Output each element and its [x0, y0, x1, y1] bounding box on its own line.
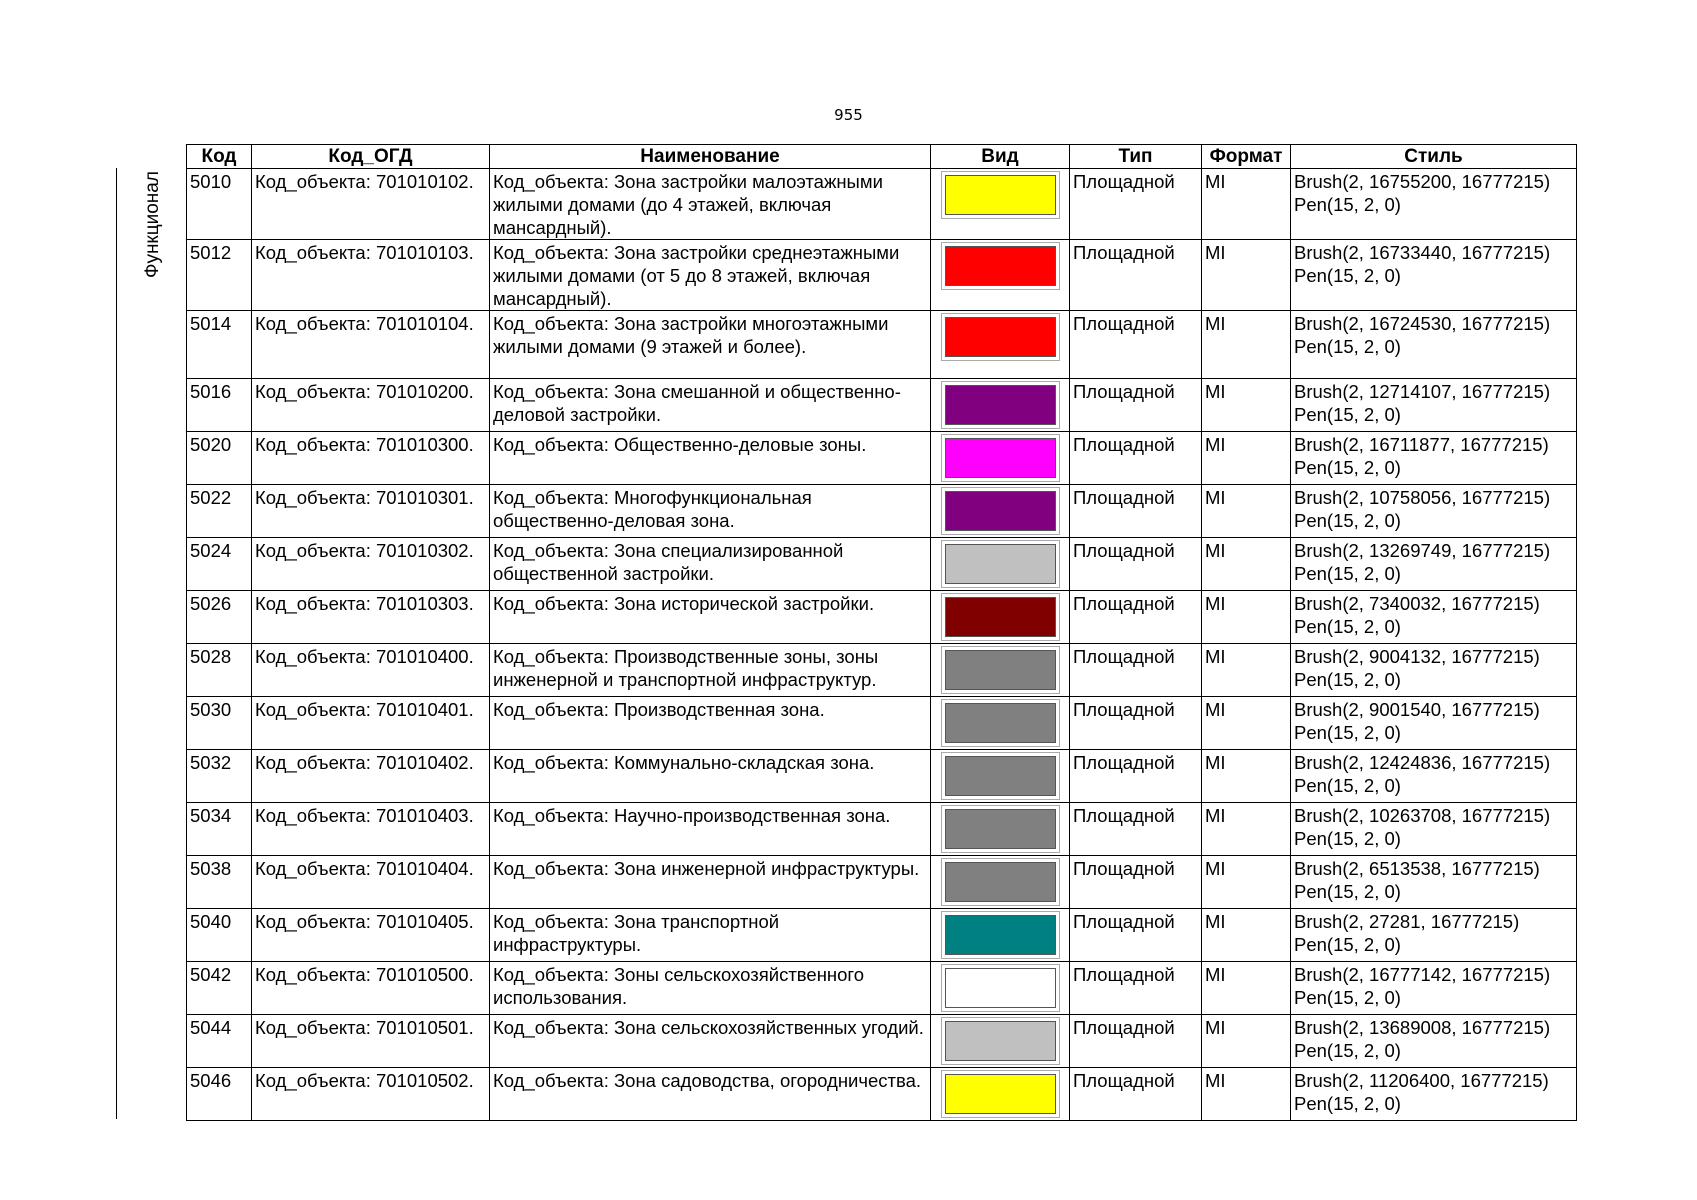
- cell-name: Код_объекта: Зона специализированной общественной застройки.: [490, 538, 931, 591]
- color-swatch: [945, 1074, 1056, 1114]
- cell-view: [931, 240, 1070, 311]
- cell-name: Код_объекта: Зоны сельскохозяйственного использования.: [490, 962, 931, 1015]
- cell-type: Площадной: [1070, 750, 1202, 803]
- cell-code: 5034: [187, 803, 252, 856]
- table-row: [187, 856, 1577, 909]
- cell-format: MI: [1202, 311, 1291, 379]
- cell-code: 5030: [187, 697, 252, 750]
- cell-ogd-code: Код_объекта: 701010403.: [252, 803, 490, 856]
- table-row: [187, 1015, 1577, 1068]
- cell-type: Площадной: [1070, 432, 1202, 485]
- cell-style: [1291, 697, 1577, 750]
- table-body: [187, 169, 1577, 1121]
- cell-type: Площадной: [1070, 379, 1202, 432]
- cell-ogd-code: Код_объекта: 701010500.: [252, 962, 490, 1015]
- cell-ogd-code: Код_объекта: 701010102.: [252, 169, 490, 240]
- cell-view: [931, 1068, 1070, 1121]
- style-brush: Brush(2, 13689008, 16777215): [1294, 1017, 1551, 1038]
- table-row: [187, 644, 1577, 697]
- cell-ogd-code: Код_объекта: 701010404.: [252, 856, 490, 909]
- cell-format: MI: [1202, 962, 1291, 1015]
- style-brush: Brush(2, 10758056, 16777215): [1294, 487, 1551, 508]
- style-brush: Brush(2, 16777142, 16777215): [1294, 964, 1551, 985]
- cell-format: MI: [1202, 169, 1291, 240]
- cell-name: Код_объекта: Зона застройки малоэтажными жилыми домами (до 4 этажей, включая мансардный).: [490, 169, 931, 240]
- style-pen: Pen(15, 2, 0): [1294, 510, 1401, 531]
- cell-style: [1291, 591, 1577, 644]
- cell-name: Код_объекта: Общественно-деловые зоны.: [490, 432, 931, 485]
- color-swatch: [945, 246, 1056, 286]
- cell-format: MI: [1202, 379, 1291, 432]
- cell-format: MI: [1202, 909, 1291, 962]
- cell-type: Площадной: [1070, 591, 1202, 644]
- cell-name: Код_объекта: Зона застройки среднеэтажными жилыми домами (от 5 до 8 этажей, включая мансардный).: [490, 240, 931, 311]
- style-brush: Brush(2, 16755200, 16777215): [1294, 171, 1551, 192]
- style-brush: Brush(2, 16724530, 16777215): [1294, 313, 1551, 334]
- color-swatch: [945, 862, 1056, 902]
- cell-format: MI: [1202, 240, 1291, 311]
- cell-ogd-code: Код_объекта: 701010400.: [252, 644, 490, 697]
- cell-ogd-code: Код_объекта: 701010303.: [252, 591, 490, 644]
- cell-type: Площадной: [1070, 1068, 1202, 1121]
- cell-style: [1291, 644, 1577, 697]
- table-header-row: [187, 145, 1577, 169]
- cell-format: MI: [1202, 644, 1291, 697]
- cell-type: Площадной: [1070, 644, 1202, 697]
- cell-ogd-code: Код_объекта: 701010405.: [252, 909, 490, 962]
- table-row: [187, 750, 1577, 803]
- cell-view: [931, 311, 1070, 379]
- cell-type: Площадной: [1070, 962, 1202, 1015]
- table-row: [187, 697, 1577, 750]
- style-pen: Pen(15, 2, 0): [1294, 265, 1401, 286]
- style-pen: Pen(15, 2, 0): [1294, 194, 1401, 215]
- table-row: [187, 169, 1577, 240]
- style-brush: Brush(2, 6513538, 16777215): [1294, 858, 1540, 879]
- header-format: Формат: [1202, 145, 1291, 169]
- color-swatch: [945, 385, 1056, 425]
- cell-type: Площадной: [1070, 538, 1202, 591]
- color-swatch: [945, 703, 1056, 743]
- color-swatch: [945, 175, 1056, 215]
- cell-style: [1291, 909, 1577, 962]
- cell-ogd-code: Код_объекта: 701010401.: [252, 697, 490, 750]
- cell-code: 5014: [187, 311, 252, 379]
- cell-code: 5028: [187, 644, 252, 697]
- color-swatch: [945, 1021, 1056, 1061]
- table-row: [187, 432, 1577, 485]
- cell-view: [931, 856, 1070, 909]
- legend-table: [186, 144, 1577, 1121]
- cell-view: [931, 644, 1070, 697]
- table-row: [187, 379, 1577, 432]
- cell-code: 5020: [187, 432, 252, 485]
- cell-view: [931, 1015, 1070, 1068]
- header-view: Вид: [931, 145, 1070, 169]
- table-row: [187, 909, 1577, 962]
- table-row: [187, 1068, 1577, 1121]
- cell-type: Площадной: [1070, 485, 1202, 538]
- cell-style: [1291, 311, 1577, 379]
- style-pen: Pen(15, 2, 0): [1294, 616, 1401, 637]
- style-pen: Pen(15, 2, 0): [1294, 775, 1401, 796]
- color-swatch: [945, 915, 1056, 955]
- style-pen: Pen(15, 2, 0): [1294, 722, 1401, 743]
- cell-name: Код_объекта: Зона смешанной и общественно-деловой застройки.: [490, 379, 931, 432]
- header-ogd-code: Код_ОГД: [252, 145, 490, 169]
- cell-type: Площадной: [1070, 311, 1202, 379]
- style-pen: Pen(15, 2, 0): [1294, 457, 1401, 478]
- cell-view: [931, 909, 1070, 962]
- cell-format: MI: [1202, 485, 1291, 538]
- style-pen: Pen(15, 2, 0): [1294, 336, 1401, 357]
- cell-ogd-code: Код_объекта: 701010103.: [252, 240, 490, 311]
- cell-code: 5012: [187, 240, 252, 311]
- cell-code: 5010: [187, 169, 252, 240]
- cell-name: Код_объекта: Коммунально-складская зона.: [490, 750, 931, 803]
- color-swatch: [945, 544, 1056, 584]
- cell-format: MI: [1202, 750, 1291, 803]
- table-row: [187, 311, 1577, 379]
- cell-style: [1291, 379, 1577, 432]
- cell-code: 5022: [187, 485, 252, 538]
- cell-format: MI: [1202, 538, 1291, 591]
- cell-view: [931, 803, 1070, 856]
- cell-code: 5042: [187, 962, 252, 1015]
- cell-view: [931, 697, 1070, 750]
- cell-format: MI: [1202, 856, 1291, 909]
- cell-style: [1291, 750, 1577, 803]
- cell-type: Площадной: [1070, 169, 1202, 240]
- style-pen: Pen(15, 2, 0): [1294, 828, 1401, 849]
- cell-format: MI: [1202, 697, 1291, 750]
- style-brush: Brush(2, 13269749, 16777215): [1294, 540, 1551, 561]
- cell-view: [931, 962, 1070, 1015]
- color-swatch: [945, 809, 1056, 849]
- cell-code: 5046: [187, 1068, 252, 1121]
- cell-ogd-code: Код_объекта: 701010104.: [252, 311, 490, 379]
- style-pen: Pen(15, 2, 0): [1294, 563, 1401, 584]
- cell-type: Площадной: [1070, 240, 1202, 311]
- cell-type: Площадной: [1070, 1015, 1202, 1068]
- cell-format: MI: [1202, 1015, 1291, 1068]
- style-pen: Pen(15, 2, 0): [1294, 1093, 1401, 1114]
- cell-view: [931, 379, 1070, 432]
- page-number: 955: [834, 106, 863, 124]
- style-brush: Brush(2, 9004132, 16777215): [1294, 646, 1540, 667]
- cell-style: [1291, 962, 1577, 1015]
- cell-code: 5040: [187, 909, 252, 962]
- cell-ogd-code: Код_объекта: 701010502.: [252, 1068, 490, 1121]
- cell-view: [931, 538, 1070, 591]
- style-brush: Brush(2, 12714107, 16777215): [1294, 381, 1551, 402]
- cell-style: [1291, 240, 1577, 311]
- table-row: [187, 803, 1577, 856]
- side-section-label: Функционал: [142, 171, 163, 278]
- cell-type: Площадной: [1070, 803, 1202, 856]
- color-swatch: [945, 650, 1056, 690]
- style-brush: Brush(2, 11206400, 16777215): [1294, 1070, 1549, 1091]
- cell-ogd-code: Код_объекта: 701010402.: [252, 750, 490, 803]
- style-brush: Brush(2, 27281, 16777215): [1294, 911, 1520, 932]
- cell-type: Площадной: [1070, 697, 1202, 750]
- cell-name: Код_объекта: Зона инженерной инфраструктуры.: [490, 856, 931, 909]
- cell-name: Код_объекта: Зона транспортной инфраструктуры.: [490, 909, 931, 962]
- cell-ogd-code: Код_объекта: 701010501.: [252, 1015, 490, 1068]
- style-brush: Brush(2, 9001540, 16777215): [1294, 699, 1540, 720]
- cell-style: [1291, 169, 1577, 240]
- table-row: [187, 538, 1577, 591]
- cell-view: [931, 750, 1070, 803]
- cell-code: 5016: [187, 379, 252, 432]
- color-swatch: [945, 317, 1056, 357]
- cell-style: [1291, 803, 1577, 856]
- header-style: Стиль: [1291, 145, 1577, 169]
- cell-code: 5026: [187, 591, 252, 644]
- style-pen: Pen(15, 2, 0): [1294, 881, 1401, 902]
- header-code: Код: [187, 145, 252, 169]
- color-swatch: [945, 491, 1056, 531]
- cell-name: Код_объекта: Зона сельскохозяйственных угодий.: [490, 1015, 931, 1068]
- style-brush: Brush(2, 7340032, 16777215): [1294, 593, 1540, 614]
- cell-type: Площадной: [1070, 856, 1202, 909]
- color-swatch: [945, 438, 1056, 478]
- cell-format: MI: [1202, 1068, 1291, 1121]
- table-row: [187, 485, 1577, 538]
- cell-ogd-code: Код_объекта: 701010301.: [252, 485, 490, 538]
- color-swatch: [945, 968, 1056, 1008]
- color-swatch: [945, 597, 1056, 637]
- cell-name: Код_объекта: Производственные зоны, зоны инженерной и транспортной инфраструктур.: [490, 644, 931, 697]
- cell-code: 5024: [187, 538, 252, 591]
- style-pen: Pen(15, 2, 0): [1294, 404, 1401, 425]
- cell-code: 5044: [187, 1015, 252, 1068]
- cell-view: [931, 169, 1070, 240]
- style-brush: Brush(2, 10263708, 16777215): [1294, 805, 1551, 826]
- cell-view: [931, 432, 1070, 485]
- cell-name: Код_объекта: Многофункциональная общественно-деловая зона.: [490, 485, 931, 538]
- cell-code: 5032: [187, 750, 252, 803]
- style-pen: Pen(15, 2, 0): [1294, 987, 1401, 1008]
- style-brush: Brush(2, 16711877, 16777215): [1294, 434, 1549, 455]
- cell-style: [1291, 538, 1577, 591]
- cell-view: [931, 485, 1070, 538]
- cell-view: [931, 591, 1070, 644]
- cell-ogd-code: Код_объекта: 701010300.: [252, 432, 490, 485]
- table-row: [187, 962, 1577, 1015]
- cell-style: [1291, 485, 1577, 538]
- cell-ogd-code: Код_объекта: 701010200.: [252, 379, 490, 432]
- cell-format: MI: [1202, 591, 1291, 644]
- cell-name: Код_объекта: Зона застройки многоэтажными жилыми домами (9 этажей и более).: [490, 311, 931, 379]
- cell-style: [1291, 1068, 1577, 1121]
- style-pen: Pen(15, 2, 0): [1294, 934, 1401, 955]
- style-brush: Brush(2, 12424836, 16777215): [1294, 752, 1551, 773]
- cell-format: MI: [1202, 432, 1291, 485]
- header-type: Тип: [1070, 145, 1202, 169]
- cell-style: [1291, 1015, 1577, 1068]
- header-name: Наименование: [490, 145, 931, 169]
- cell-format: MI: [1202, 803, 1291, 856]
- style-brush: Brush(2, 16733440, 16777215): [1294, 242, 1551, 263]
- cell-ogd-code: Код_объекта: 701010302.: [252, 538, 490, 591]
- cell-name: Код_объекта: Производственная зона.: [490, 697, 931, 750]
- cell-name: Код_объекта: Научно-производственная зона.: [490, 803, 931, 856]
- cell-style: [1291, 432, 1577, 485]
- table-row: [187, 240, 1577, 311]
- table-row: [187, 591, 1577, 644]
- color-swatch: [945, 756, 1056, 796]
- style-pen: Pen(15, 2, 0): [1294, 669, 1401, 690]
- cell-name: Код_объекта: Зона исторической застройки.: [490, 591, 931, 644]
- cell-style: [1291, 856, 1577, 909]
- cell-name: Код_объекта: Зона садоводства, огородничества.: [490, 1068, 931, 1121]
- cell-type: Площадной: [1070, 909, 1202, 962]
- cell-code: 5038: [187, 856, 252, 909]
- style-pen: Pen(15, 2, 0): [1294, 1040, 1401, 1061]
- side-margin-rule: [116, 168, 117, 1119]
